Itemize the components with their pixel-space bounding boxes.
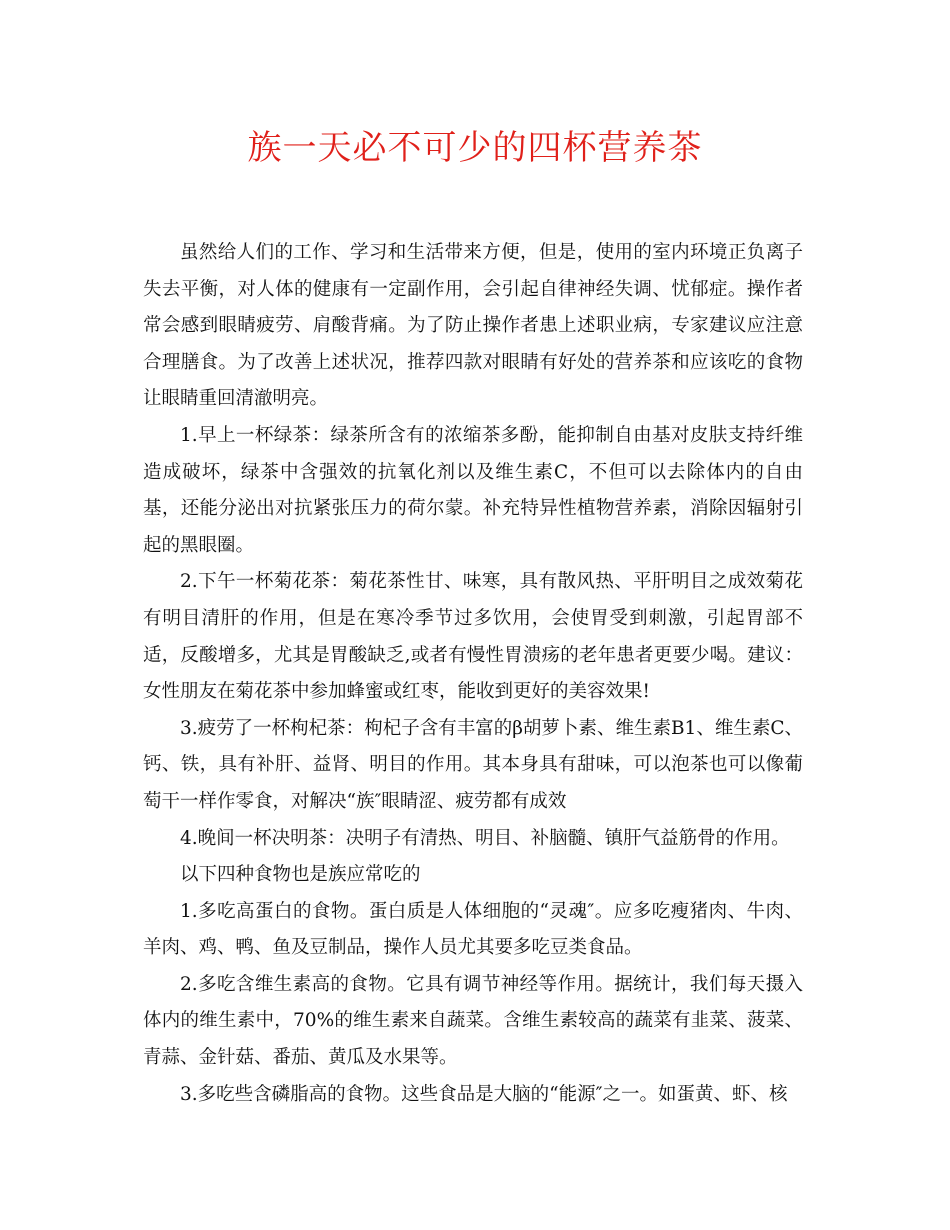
paragraph-green-tea: 1.早上一杯绿茶：绿茶所含有的浓缩茶多酚，能抑制自由基对皮肤支持纤维造成破坏，绿茶中含强效的抗氧化剂以及维生素C，不但可以去除体内的自由基，还能分泌出对抗紧张压力的荷尔蒙。补充特异性植物营养素，消除因辐射引起的黑眼圈。	[143, 424, 803, 556]
paragraph-vitamin: 2.多吃含维生素高的食物。它具有调节神经等作用。据统计，我们每天摄入体内的维生素中，70%的维生素来自蔬菜。含维生素较高的蔬菜有韭菜、菠菜、青蒜、金针菇、番茄、黄瓜及水果等。	[143, 973, 803, 1069]
page-title: 族一天必不可少的四杯营养茶	[247, 128, 703, 168]
paragraph-wolfberry-tea: 3.疲劳了一杯枸杞茶：枸杞子含有丰富的β胡萝卜素、维生素B1、维生素C、钙、铁，具有补肝、益肾、明目的作用。其本身具有甜味，可以泡茶也可以像葡萄干一样作零食，对解决“族″眼睛涩、疲劳都有成效	[143, 717, 803, 812]
paragraph-chrysanthemum-tea: 2.下午一杯菊花茶：菊花茶性甘、味寒，具有散风热、平肝明目之成效菊花有明目清肝的作用，但是在寒冷季节过多饮用，会使胃受到刺激，引起胃部不适，反酸增多，尤其是胃酸缺乏,或者有慢性胃溃疡的老年患者更要少喝。建议：女性朋友在菊花茶中参加蜂蜜或红枣，能收到更好的美容效果!	[143, 571, 803, 703]
document-body	[143, 235, 803, 1113]
paragraph-cassia-tea: 4.晚间一杯决明茶：决明子有清热、明目、补脑髓、镇肝气益筋骨的作用。	[180, 827, 790, 849]
paragraph-phospholipid: 3.多吃些含磷脂高的食物。这些食品是大脑的“能源″之一。如蛋黄、虾、核	[180, 1083, 788, 1105]
paragraph-protein: 1.多吃高蛋白的食物。蛋白质是人体细胞的“灵魂″。应多吃瘦猪肉、牛肉、羊肉、鸡、鸭、鱼及豆制品，操作人员尤其要多吃豆类食品。	[143, 900, 803, 959]
paragraph-foods-heading: 以下四种食物也是族应常吃的	[180, 864, 421, 886]
paragraph-intro: 虽然给人们的工作、学习和生活带来方便，但是，使用的室内环境正负离子失去平衡，对人体的健康有一定副作用，会引起自律神经失调、忧郁症。操作者常会感到眼睛疲劳、肩酸背痛。为了防止操作者患上述职业病，专家建议应注意合理膳食。为了改善上述状况，推荐四款对眼睛有好处的营养茶和应该吃的食物让眼睛重回清澈明亮。	[143, 242, 803, 410]
